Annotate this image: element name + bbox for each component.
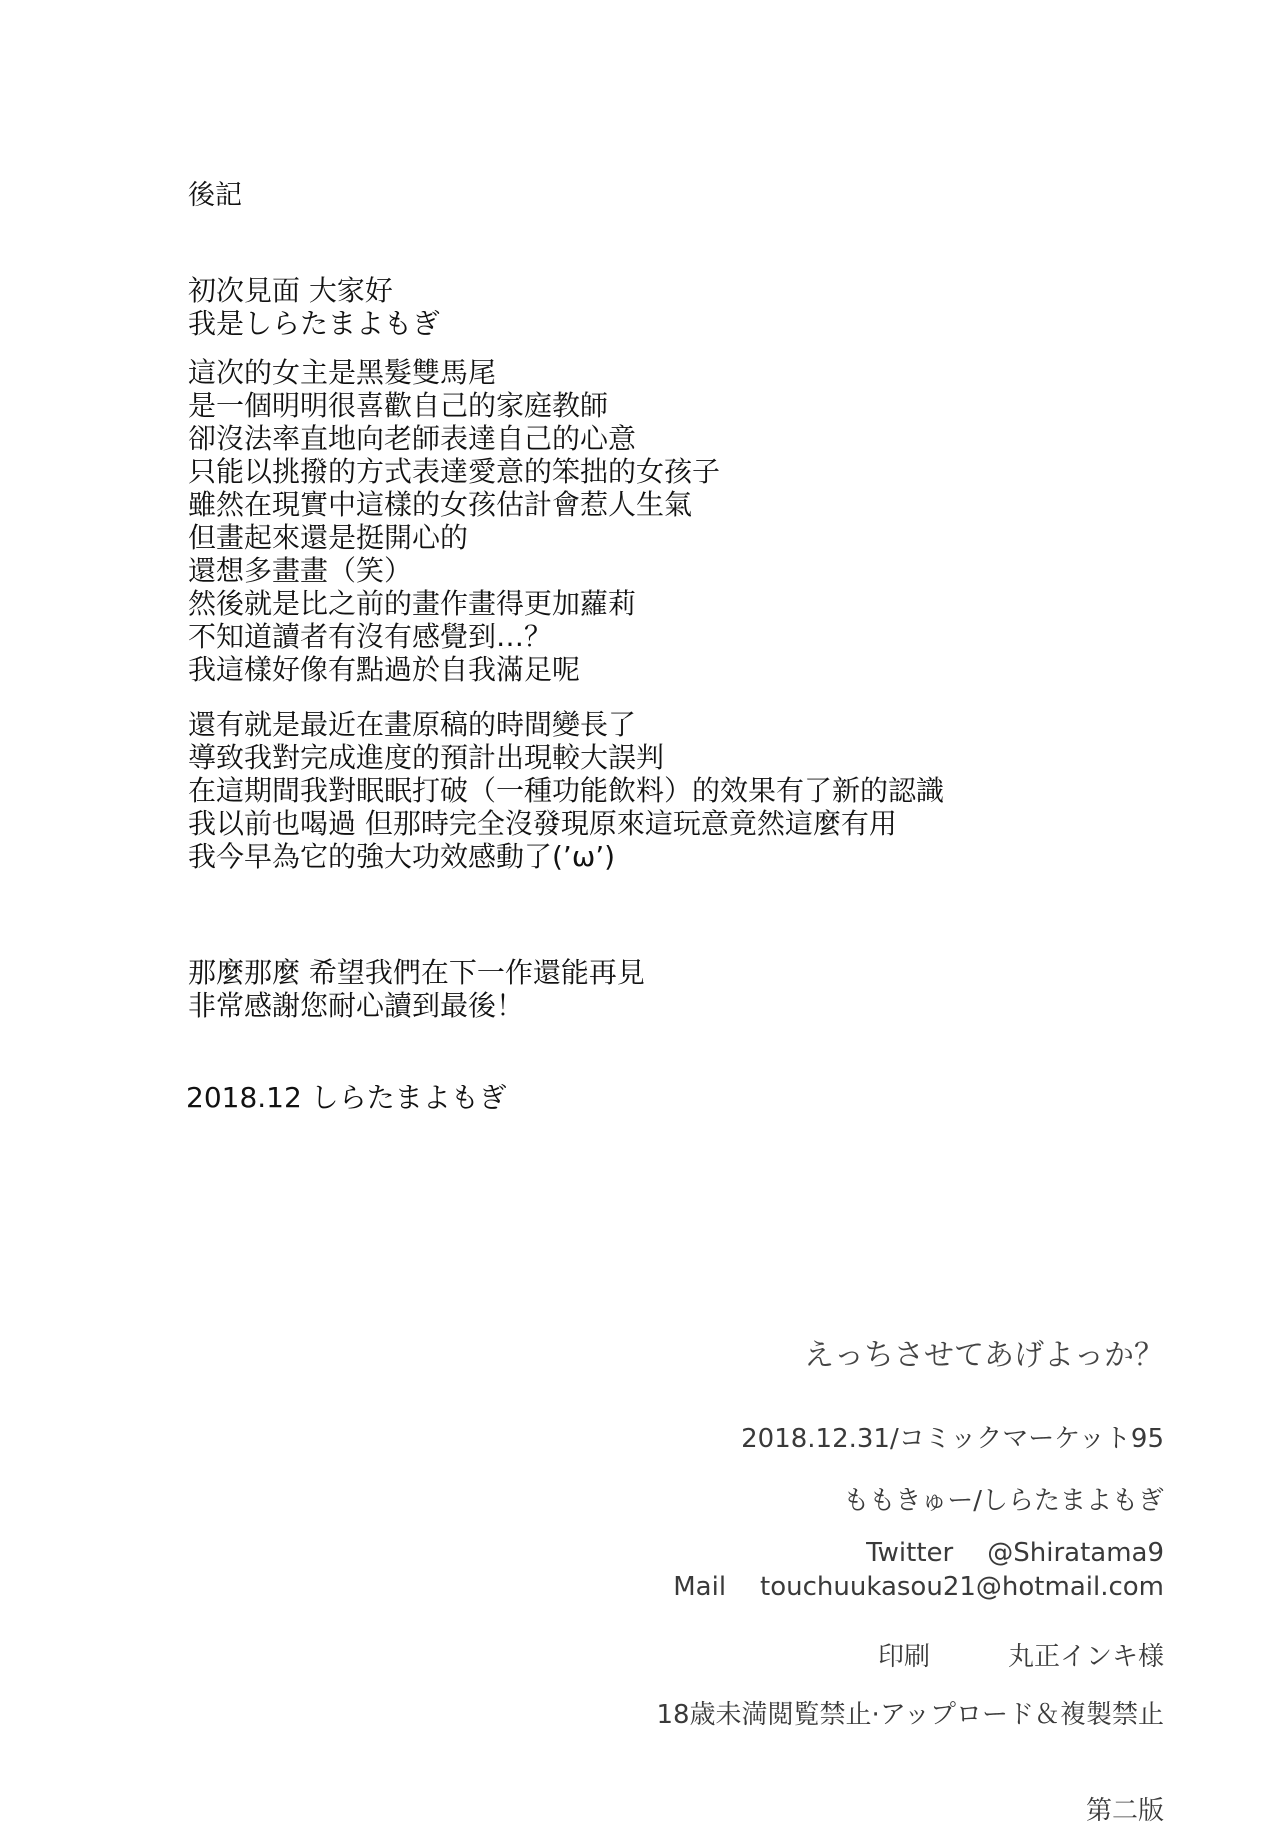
twitter-handle: @Shiratama9 xyxy=(987,1538,1164,1568)
text-line: 那麼那麼 希望我們在下一作還能再見 xyxy=(188,956,645,989)
age-restriction-notice: 18歳未満閲覧禁止·アップロード＆複製禁止 xyxy=(656,1700,1164,1730)
edition-label: 第二版 xyxy=(1085,1796,1164,1826)
printer-company: 丸正インキ様 xyxy=(1007,1642,1164,1672)
text-line: 然後就是比之前的畫作畫得更加蘿莉 xyxy=(188,587,637,620)
twitter-row xyxy=(866,1538,1164,1568)
afterword-heading-block xyxy=(188,178,1188,214)
twitter-label: Twitter xyxy=(866,1538,954,1568)
text-line: 還想多畫畫（笑） xyxy=(188,554,413,587)
event-date: 2018.12.31/コミックマーケット95 xyxy=(741,1424,1164,1454)
text-line: 我今早為它的強大功效感動了(’ω’) xyxy=(188,840,616,873)
paragraph-heroine xyxy=(188,356,720,686)
paragraph-closing xyxy=(188,956,645,1022)
text-line: 但畫起來還是挺開心的 xyxy=(188,521,469,554)
text-line: 卻沒法率直地向老師表達自己的心意 xyxy=(188,422,637,455)
text-line: 不知道讀者有沒有感覺到…？ xyxy=(188,620,553,653)
text-line: 只能以挑撥的方式表達愛意的笨拙的女孩子 xyxy=(188,455,721,488)
printer-row xyxy=(878,1636,1164,1673)
book-title: えっちさせてあげよっか？ xyxy=(804,1338,1164,1373)
text-line: 導致我對完成進度的預計出現較大誤判 xyxy=(188,741,665,774)
text-line: 我以前也喝過 但那時完全沒發現原來這玩意竟然這麼有用 xyxy=(188,807,897,840)
circle-author: ももきゅー/しらたまよもぎ xyxy=(843,1486,1164,1516)
signoff-date-author: 2018.12 しらたまよもぎ xyxy=(186,1081,507,1114)
text-line: 在這期間我對眠眠打破（一種功能飲料）的效果有了新的認識 xyxy=(188,774,945,807)
text-line: 還有就是最近在畫原稿的時間變長了 xyxy=(188,708,637,741)
text-line: 是一個明明很喜歡自己的家庭教師 xyxy=(188,389,609,422)
text-line: 我是しらたまよもぎ xyxy=(188,307,441,340)
mail-label: Mail xyxy=(673,1572,727,1602)
greeting-paragraph xyxy=(188,274,440,340)
text-line: 雖然在現實中這樣的女孩估計會惹人生氣 xyxy=(188,488,693,521)
text-line: 初次見面 大家好 xyxy=(188,274,393,307)
paragraph-drink xyxy=(188,708,944,873)
afterword-heading: 後記 xyxy=(188,180,242,211)
text-line: 我這樣好像有點過於自我滿足呢 xyxy=(188,653,581,686)
printer-label: 印刷 xyxy=(877,1642,930,1672)
text-line: 非常感謝您耐心讀到最後！ xyxy=(188,989,525,1022)
mail-row xyxy=(673,1572,1164,1602)
mail-address: touchuukasou21@hotmail.com xyxy=(760,1572,1164,1602)
text-line: 這次的女主是黑髮雙馬尾 xyxy=(188,356,497,389)
